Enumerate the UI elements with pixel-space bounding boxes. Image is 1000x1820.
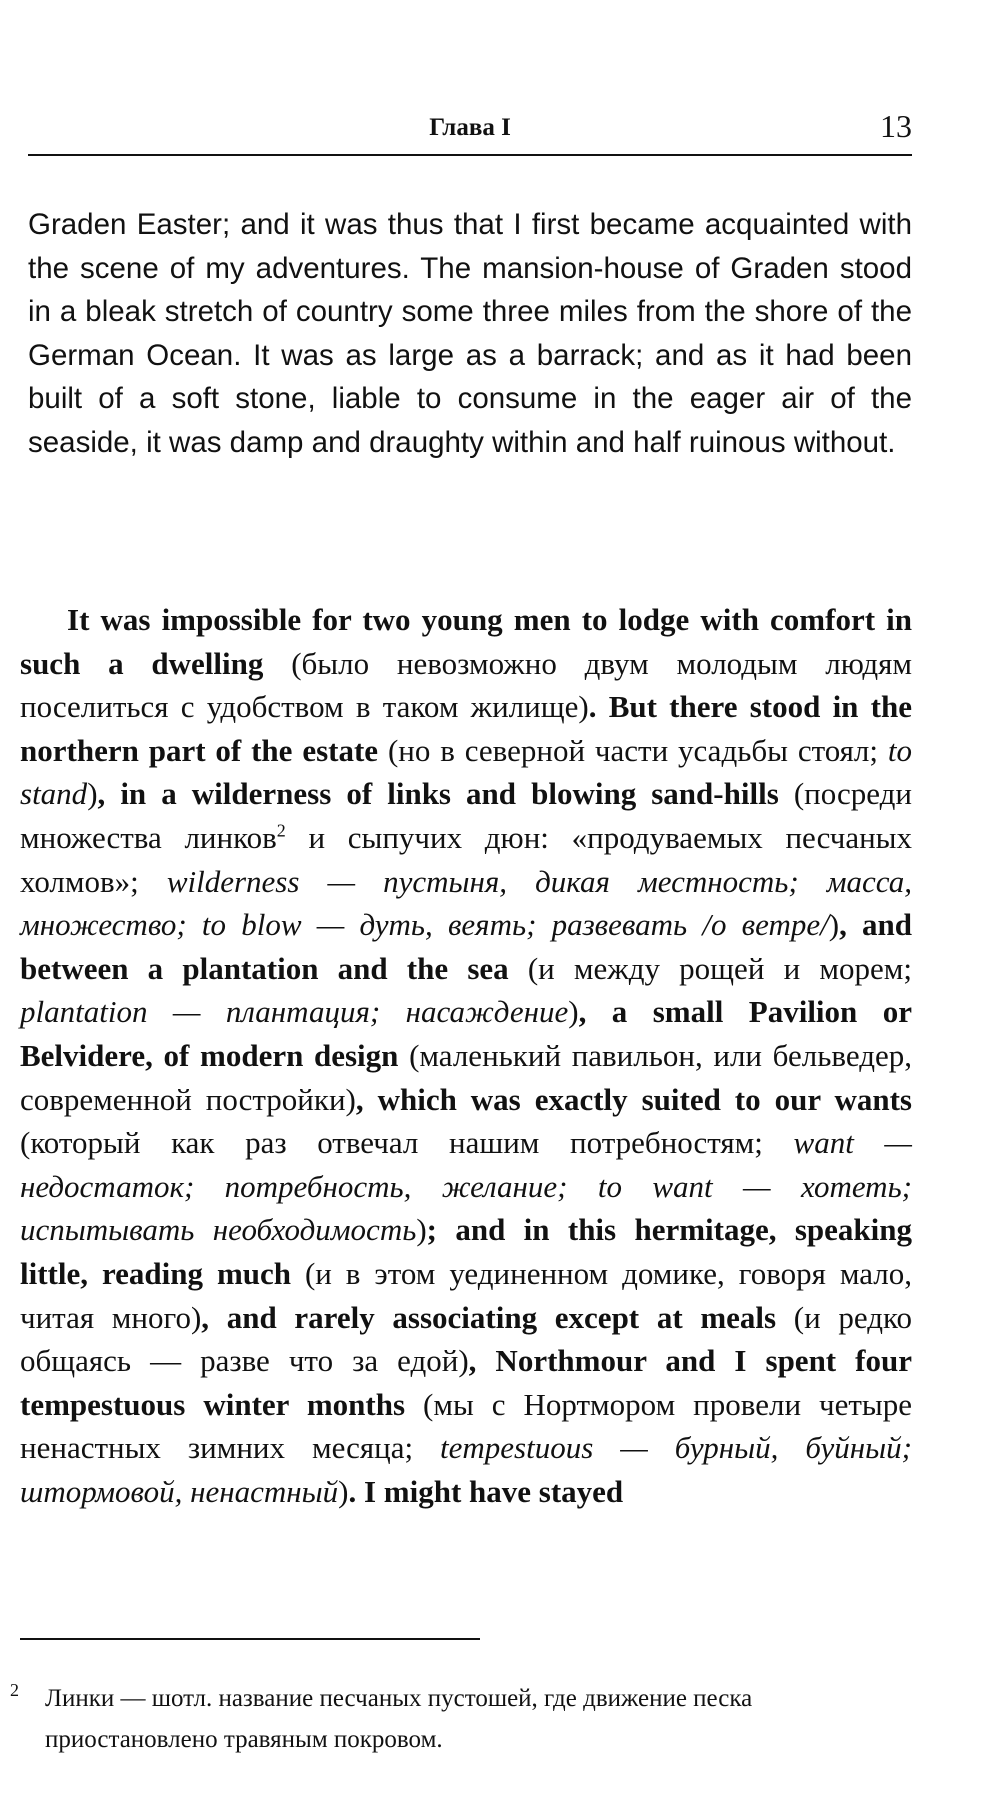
header-divider <box>28 154 912 156</box>
russian-translation: и сыпучих дюн: «продуваемых песчаных холмов»; <box>20 819 912 899</box>
russian-translation: (маленький павильон, или бельведер, современной постройки) <box>20 1037 913 1117</box>
english-phrase: , which was exactly suited to our wants <box>355 1081 912 1117</box>
footnote-divider <box>20 1638 480 1640</box>
english-phrase: , and between a plantation and the sea <box>20 907 912 986</box>
russian-translation: (и редко общаясь — разве что за едой) <box>20 1299 912 1379</box>
russian-translation: (и между рощей и морем; <box>527 950 912 986</box>
english-phrase: , and rarely associating except at meals <box>201 1299 794 1335</box>
english-phrase: , Northmour and I spent four tempestuous winter months <box>20 1343 912 1422</box>
english-phrase: . But there stood in the northern part of the estate <box>20 689 912 768</box>
footnote-text: Линки — шотл. название песчаных пустошей, где движение песка приостановлено травяным покровом. <box>45 1685 753 1753</box>
russian-translation: (посреди множества линков <box>20 776 912 855</box>
russian-translation: (но в северной части усадьбы стоял; <box>387 732 888 768</box>
english-phrase: It was impossible for two young men to lodge with comfort in such a dwelling <box>20 602 912 681</box>
glossary-note: wilderness — пустыня, дикая местность; масса, множество; to blow — дуть, веять; развевать /о ветре/ <box>20 863 912 943</box>
russian-translation: (и в этом уединенном домике, говоря мало, читая много) <box>20 1255 912 1335</box>
russian-translation: (было невозможно двум молодым людям поселиться с удобством в таком жилище) <box>20 645 912 725</box>
translated-paragraph-body <box>20 602 912 1509</box>
glossary-note: want — недостаток; потребность, желание; to want — хотеть; испытывать необходимость <box>20 1125 912 1248</box>
chapter-title: Глава I <box>429 114 511 141</box>
page-number: 13 <box>880 108 912 144</box>
footnote-reference: 2 <box>276 820 286 841</box>
translated-paragraph <box>20 598 912 1513</box>
russian-translation: ) <box>338 1473 349 1509</box>
glossary-note: to stand <box>20 732 912 812</box>
footnote-mark: 2 <box>10 1680 19 1700</box>
footnote <box>10 1678 912 1760</box>
russian-translation: ) <box>416 1212 427 1248</box>
english-phrase: ; and in this hermitage, speaking little, reading much <box>20 1212 912 1291</box>
english-phrase: . I might have stayed <box>348 1473 624 1509</box>
russian-translation: ) <box>87 776 98 812</box>
russian-translation: (мы с Нортмором провели четыре ненастных зимних месяца; <box>20 1386 912 1466</box>
english-phrase: , in a wilderness of links and blowing sand-hills <box>97 776 794 812</box>
original-text-paragraph: Graden Easter; and it was thus that I first became acquainted with the scene of my adventures. The mansion-house of Graden stood in a bleak stretch of country some three miles from the shore of the German Ocean. It was as large as a barrack; and as it had been built of a soft stone, liable to consume in the eager air of the seaside, it was damp and draughty within and half ruinous without. <box>28 208 912 459</box>
russian-translation: ) <box>568 994 579 1030</box>
russian-translation: (который как раз отвечал нашим потребностям; <box>20 1125 794 1161</box>
running-header <box>28 108 912 152</box>
glossary-note: plantation — плантация; насаждение <box>20 994 569 1030</box>
russian-translation: ) <box>828 907 840 943</box>
glossary-note: tempestuous — бурный, буйный; штормовой, ненастный <box>20 1430 912 1509</box>
english-phrase: , a small Pavilion or Belvidere, of modern design <box>20 994 912 1073</box>
